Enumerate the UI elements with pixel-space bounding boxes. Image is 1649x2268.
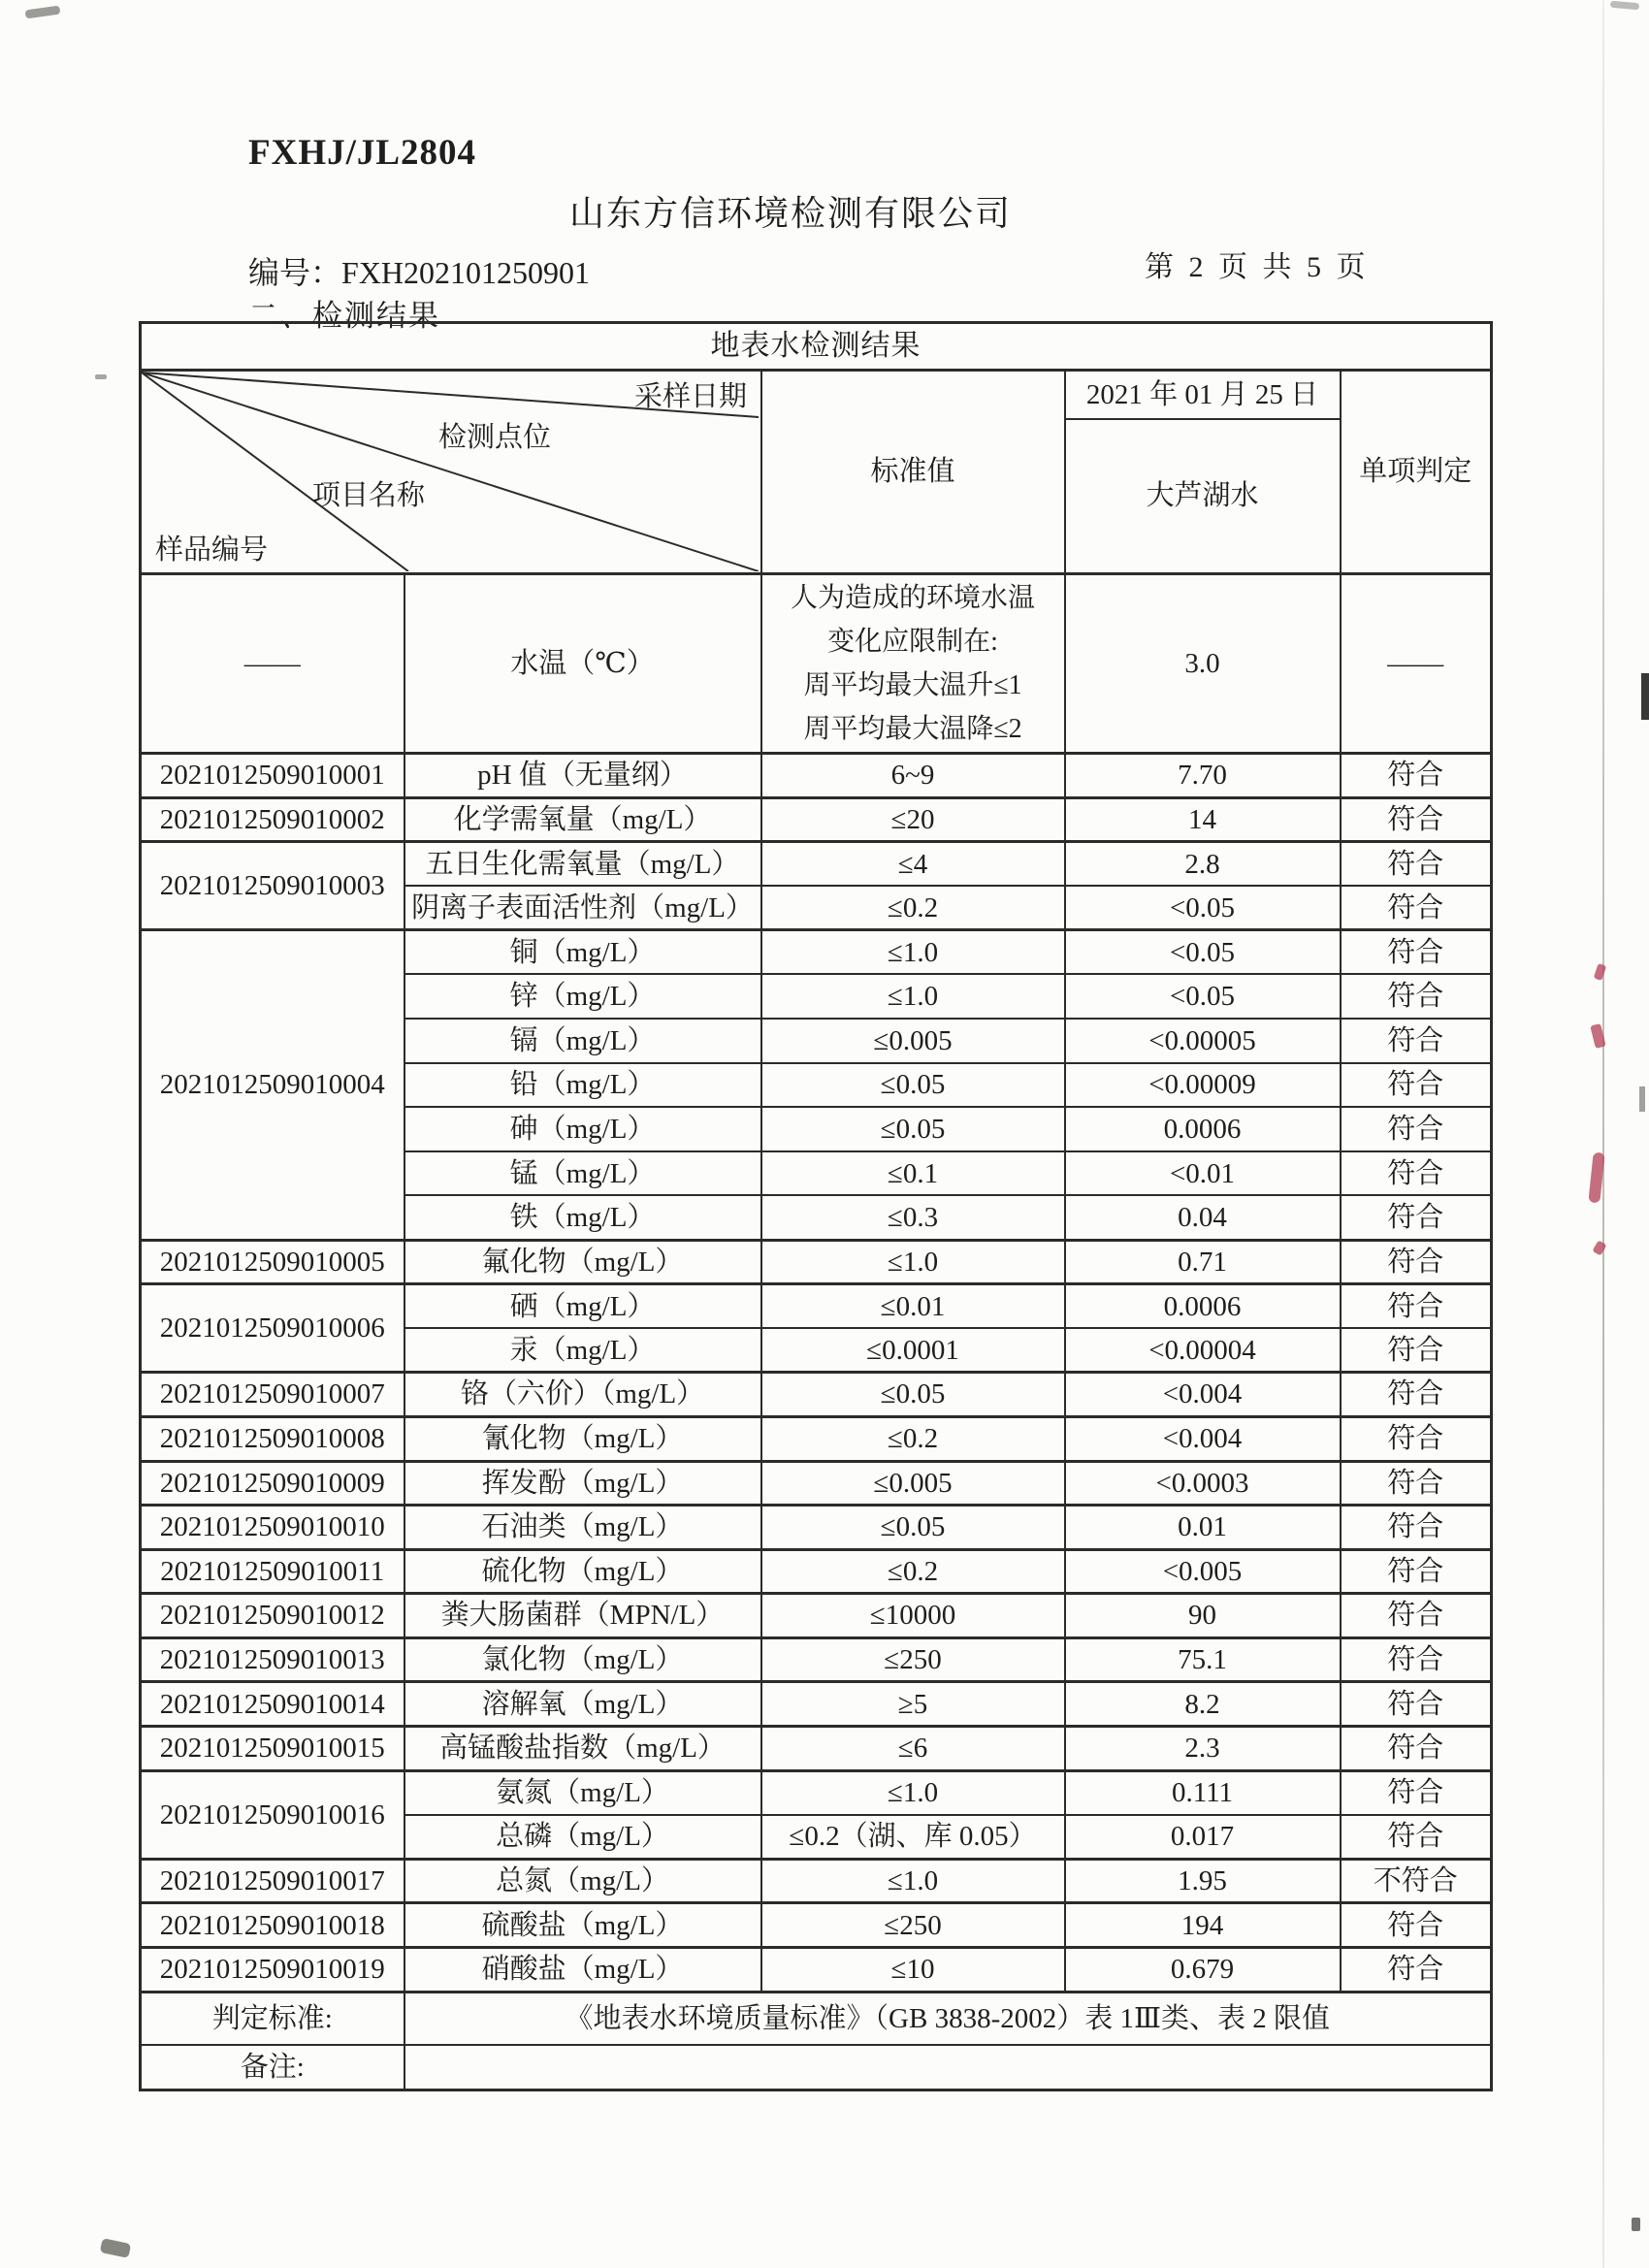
judgement-standard-row [141, 1992, 1492, 2045]
standard-cell: ≤0.05 [761, 1373, 1065, 1417]
water-temp-row [141, 574, 1492, 754]
item-cell: 阴离子表面活性剂（mg/L） [404, 886, 761, 930]
value-cell: 0.679 [1065, 1948, 1341, 1993]
table-row [141, 797, 1492, 842]
diagonal-header-cell [141, 371, 761, 574]
item-cell: 硒（mg/L） [404, 1284, 761, 1329]
sampling-date-label: 采样日期 [634, 381, 748, 412]
scan-red-mark [1594, 963, 1607, 981]
value-cell: 1.95 [1065, 1859, 1341, 1903]
item-cell: 挥发酚（mg/L） [404, 1461, 761, 1506]
item-cell: 溶解氧（mg/L） [404, 1682, 761, 1727]
judgement-cell: 符合 [1341, 930, 1492, 975]
item-cell: 五日生化需氧量（mg/L） [404, 842, 761, 887]
item-cell: 汞（mg/L） [404, 1328, 761, 1373]
judgement-cell: 符合 [1341, 1903, 1492, 1948]
judgement-cell: 符合 [1341, 1019, 1492, 1063]
sample-no-cell: 2021012509010012 [141, 1594, 404, 1638]
item-cell: 石油类（mg/L） [404, 1506, 761, 1550]
standard-cell: ≤1.0 [761, 1240, 1065, 1284]
standard-cell: ≤0.05 [761, 1063, 1065, 1108]
value-cell: 0.04 [1065, 1195, 1341, 1240]
scan-edge-mark [1641, 673, 1649, 720]
standard-value-header: 标准值 [761, 371, 1065, 574]
judgement-cell: 符合 [1341, 1637, 1492, 1682]
standard-cell: ≤1.0 [761, 930, 1065, 975]
item-cell: pH 值（无量纲） [404, 754, 761, 798]
item-name-label: 项目名称 [312, 480, 426, 511]
sample-no-cell: 2021012509010008 [141, 1416, 404, 1461]
value-cell: 7.70 [1065, 754, 1341, 798]
sample-no-cell: 2021012509010018 [141, 1903, 404, 1948]
sample-no-cell: 2021012509010013 [141, 1637, 404, 1682]
monitoring-point-label: 检测点位 [438, 422, 552, 453]
scan-edge-mark [1639, 1086, 1645, 1112]
table-row [141, 1549, 1492, 1594]
sample-no-label: 样品编号 [155, 535, 269, 566]
table-row [141, 1416, 1492, 1461]
value-cell: <0.05 [1065, 930, 1341, 975]
standard-cell: ≤0.2 [761, 1549, 1065, 1594]
judgement-standard-label: 判定标准: [141, 1992, 404, 2045]
company-name: 山东方信环境检测有限公司 [568, 194, 1012, 233]
value-cell: 0.017 [1065, 1815, 1341, 1860]
table-row [141, 1240, 1492, 1284]
item-cell: 氟化物（mg/L） [404, 1240, 761, 1284]
table-row [141, 1948, 1492, 1993]
judgement-cell: 符合 [1341, 1770, 1492, 1815]
table-row [141, 1594, 1492, 1638]
form-code: FXHJ/JL2804 [248, 133, 477, 173]
judgement-cell: 符合 [1341, 1373, 1492, 1417]
judgement-cell: 符合 [1341, 1682, 1492, 1727]
data-rows [141, 754, 1492, 1993]
standard-cell: ≤0.005 [761, 1019, 1065, 1063]
standard-cell: ≤0.2（湖、库 0.05） [761, 1815, 1065, 1860]
value-cell: <0.05 [1065, 886, 1341, 930]
item-cell: 镉（mg/L） [404, 1019, 761, 1063]
judgement-cell: 符合 [1341, 1594, 1492, 1638]
standard-cell: ≤4 [761, 842, 1065, 887]
report-number-value: FXH202101250901 [341, 255, 591, 290]
scan-speck [100, 2238, 131, 2258]
table-row [141, 1727, 1492, 1771]
scan-speck [95, 374, 107, 379]
standard-cell: ≤250 [761, 1903, 1065, 1948]
judgement-cell: 符合 [1341, 1240, 1492, 1284]
judgement-cell: 符合 [1341, 1195, 1492, 1240]
surface-water-results-table [139, 321, 1493, 2091]
judgement-cell: 符合 [1341, 1549, 1492, 1594]
item-cell: 铅（mg/L） [404, 1063, 761, 1108]
sample-no-cell: 2021012509010010 [141, 1506, 404, 1550]
value-cell: 8.2 [1065, 1682, 1341, 1727]
item-cell: 硫化物（mg/L） [404, 1549, 761, 1594]
value-cell: <0.00004 [1065, 1328, 1341, 1373]
sample-no-cell: 2021012509010001 [141, 754, 404, 798]
item-cell: 化学需氧量（mg/L） [404, 797, 761, 842]
item-cell: 硝酸盐（mg/L） [404, 1948, 761, 1993]
sample-no-cell: 2021012509010015 [141, 1727, 404, 1771]
standard-cell: ≤0.2 [761, 1416, 1065, 1461]
standard-cell: ≤1.0 [761, 974, 1065, 1019]
report-number-label: 编号： [248, 255, 342, 290]
standard-cell: ≤0.1 [761, 1151, 1065, 1196]
scan-speck [25, 6, 61, 19]
item-cell: 铁（mg/L） [404, 1195, 761, 1240]
item-cell: 粪大肠菌群（MPN/L） [404, 1594, 761, 1638]
value-cell: 0.0006 [1065, 1284, 1341, 1329]
value-cell: 194 [1065, 1903, 1341, 1948]
sample-no-cell: 2021012509010006 [141, 1284, 404, 1373]
value-cell: 0.71 [1065, 1240, 1341, 1284]
standard-cell: 6~9 [761, 754, 1065, 798]
judgement-cell: 符合 [1341, 886, 1492, 930]
sample-no-cell: 2021012509010007 [141, 1373, 404, 1417]
judgement-cell: 符合 [1341, 797, 1492, 842]
item-cell: 氯化物（mg/L） [404, 1637, 761, 1682]
standard-cell: ≤1.0 [761, 1859, 1065, 1903]
item-cell: 锌（mg/L） [404, 974, 761, 1019]
judgement-cell: 符合 [1341, 1416, 1492, 1461]
table-row [141, 1373, 1492, 1417]
item-cell: 铜（mg/L） [404, 930, 761, 975]
sample-no-cell: 2021012509010003 [141, 842, 404, 930]
value-cell: <0.05 [1065, 974, 1341, 1019]
value-cell: 3.0 [1065, 574, 1341, 754]
judgement-cell: 符合 [1341, 974, 1492, 1019]
table-row [141, 930, 1492, 975]
value-cell: <0.00005 [1065, 1019, 1341, 1063]
page-indicator: 第 2 页 共 5 页 [1145, 251, 1370, 283]
value-cell: 75.1 [1065, 1637, 1341, 1682]
table-row [141, 1506, 1492, 1550]
sample-no-cell: 2021012509010017 [141, 1859, 404, 1903]
table-header-row [141, 371, 1492, 419]
judgement-cell: 符合 [1341, 1107, 1492, 1151]
standard-line: 人为造成的环境水温 [790, 583, 1035, 613]
value-cell: 0.0006 [1065, 1107, 1341, 1151]
scan-red-mark [1592, 1240, 1606, 1255]
judgement-cell: 符合 [1341, 1506, 1492, 1550]
remark-value [404, 2045, 1492, 2090]
item-cell: 氨氮（mg/L） [404, 1770, 761, 1815]
value-cell: <0.005 [1065, 1549, 1341, 1594]
value-cell: 2.8 [1065, 842, 1341, 887]
standard-cell: ≥5 [761, 1682, 1065, 1727]
standard-cell: ≤0.05 [761, 1107, 1065, 1151]
item-cell: 铬（六价）（mg/L） [404, 1373, 761, 1417]
value-cell: 90 [1065, 1594, 1341, 1638]
item-cell: 总氮（mg/L） [404, 1859, 761, 1903]
value-cell: <0.00009 [1065, 1063, 1341, 1108]
judgement-cell: 符合 [1341, 1815, 1492, 1860]
sample-no-cell: 2021012509010005 [141, 1240, 404, 1284]
standard-cell: ≤0.2 [761, 886, 1065, 930]
value-cell: <0.01 [1065, 1151, 1341, 1196]
table-title-row [141, 323, 1492, 371]
remark-label: 备注: [141, 2045, 404, 2090]
item-cell: 高锰酸盐指数（mg/L） [404, 1727, 761, 1771]
judgement-cell: 不符合 [1341, 1859, 1492, 1903]
judgement-cell: 符合 [1341, 1063, 1492, 1108]
remark-row [141, 2045, 1492, 2090]
standard-cell: ≤0.01 [761, 1284, 1065, 1329]
sample-no-cell: 2021012509010014 [141, 1682, 404, 1727]
standard-cell: ≤6 [761, 1727, 1065, 1771]
sampling-date-value: 2021 年 01 月 25 日 [1065, 371, 1341, 419]
table-row [141, 842, 1492, 887]
standard-cell [761, 574, 1065, 754]
standard-cell: ≤250 [761, 1637, 1065, 1682]
standard-cell: ≤1.0 [761, 1770, 1065, 1815]
sample-no-cell: 2021012509010004 [141, 930, 404, 1240]
table-row [141, 1637, 1492, 1682]
table-title: 地表水检测结果 [141, 323, 1492, 371]
value-cell: 0.111 [1065, 1770, 1341, 1815]
item-cell: 水温（℃） [404, 574, 761, 754]
table-row [141, 1859, 1492, 1903]
standard-cell: ≤0.05 [761, 1506, 1065, 1550]
standard-cell: ≤0.0001 [761, 1328, 1065, 1373]
scan-speck [1610, 1, 1639, 11]
sample-no-cell: 2021012509010011 [141, 1549, 404, 1594]
value-cell: 2.3 [1065, 1727, 1341, 1771]
item-cell: 总磷（mg/L） [404, 1815, 761, 1860]
table-row [141, 754, 1492, 798]
scan-edge-mark [1632, 2218, 1640, 2231]
standard-cell: ≤0.005 [761, 1461, 1065, 1506]
value-cell: <0.004 [1065, 1416, 1341, 1461]
judgement-cell: 符合 [1341, 1727, 1492, 1771]
item-cell: 氰化物（mg/L） [404, 1416, 761, 1461]
scan-fold-line [1602, 0, 1604, 2268]
judgement-cell: 符合 [1341, 1151, 1492, 1196]
value-cell: <0.0003 [1065, 1461, 1341, 1506]
value-cell: 14 [1065, 797, 1341, 842]
table-row [141, 1682, 1492, 1727]
sample-no-cell: —— [141, 574, 404, 754]
item-cell: 锰（mg/L） [404, 1151, 761, 1196]
judgement-cell: 符合 [1341, 754, 1492, 798]
standard-line: 周平均最大温降≤2 [803, 714, 1022, 744]
standard-cell: ≤10 [761, 1948, 1065, 1993]
standard-line: 周平均最大温升≤1 [803, 670, 1022, 700]
judgement-cell: 符合 [1341, 1328, 1492, 1373]
value-cell: 0.01 [1065, 1506, 1341, 1550]
judgement-cell: 符合 [1341, 1284, 1492, 1329]
sample-no-cell: 2021012509010016 [141, 1770, 404, 1859]
sample-no-cell: 2021012509010019 [141, 1948, 404, 1993]
standard-line: 变化应限制在: [827, 627, 998, 657]
monitoring-point-value: 大芦湖水 [1065, 419, 1341, 574]
judgement-cell: 符合 [1341, 1461, 1492, 1506]
judgement-standard-value: 《地表水环境质量标准》（GB 3838-2002）表 1Ⅲ类、表 2 限值 [404, 1992, 1492, 2045]
item-cell: 硫酸盐（mg/L） [404, 1903, 761, 1948]
judgement-cell: 符合 [1341, 842, 1492, 887]
judgement-header: 单项判定 [1341, 371, 1492, 574]
standard-cell: ≤0.3 [761, 1195, 1065, 1240]
table-row [141, 1284, 1492, 1329]
sample-no-cell: 2021012509010009 [141, 1461, 404, 1506]
item-cell: 砷（mg/L） [404, 1107, 761, 1151]
report-number [248, 248, 590, 293]
sample-no-cell: 2021012509010002 [141, 797, 404, 842]
judgement-cell: 符合 [1341, 1948, 1492, 1993]
standard-cell: ≤10000 [761, 1594, 1065, 1638]
table-row [141, 1770, 1492, 1815]
value-cell: <0.004 [1065, 1373, 1341, 1417]
judgement-cell: —— [1341, 574, 1492, 754]
section-title: 二、检测结果 [248, 299, 440, 333]
table-row [141, 1903, 1492, 1948]
table-row [141, 1461, 1492, 1506]
standard-cell: ≤20 [761, 797, 1065, 842]
